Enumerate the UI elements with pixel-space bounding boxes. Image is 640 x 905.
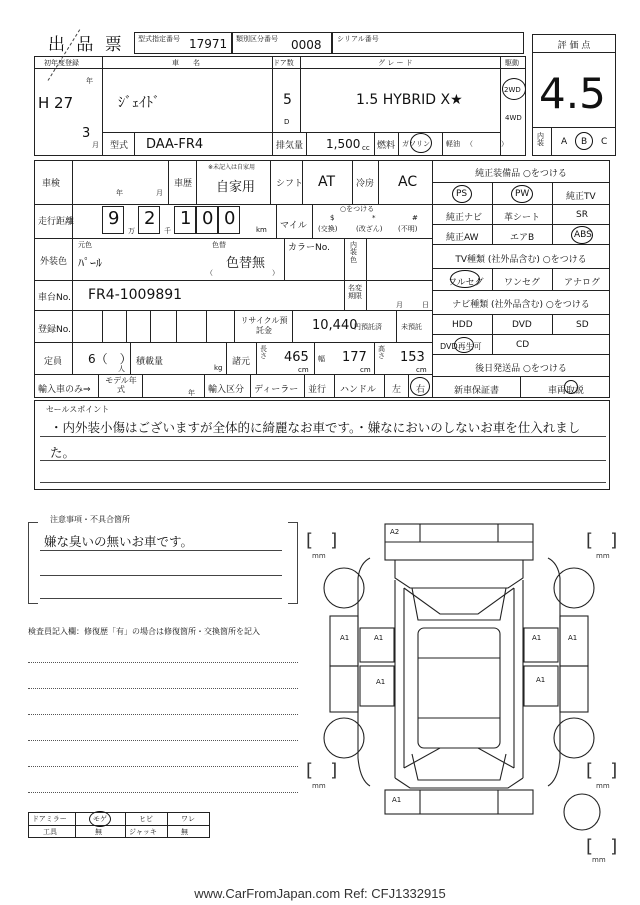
displacement-value: 1,500	[326, 137, 361, 151]
score-label: 評 価 点	[557, 41, 591, 51]
model-cert-box	[134, 32, 232, 54]
sheet-title: 出 品 票	[48, 35, 125, 55]
equip-abs: ABS	[574, 230, 592, 240]
mark-a2: A2	[390, 528, 400, 536]
month-unit: 月	[92, 141, 99, 149]
category-label: 類別区分番号	[236, 35, 278, 43]
drive-4wd: 4WD	[505, 114, 522, 122]
drive-2wd-circle	[502, 78, 526, 100]
recycle-unit: 円預託済	[354, 323, 382, 331]
car-name: ｼﾞｪｲﾄﾞ	[118, 95, 160, 111]
acc-jack-val: 無	[181, 828, 188, 836]
tv-analog: アナログ	[564, 278, 601, 288]
equip-ps-circle	[452, 185, 472, 203]
reg-month: 3	[82, 126, 91, 141]
mark-a1-right-rear: A1	[536, 676, 546, 684]
load-label: 積載量	[136, 357, 164, 367]
handle-right-circle	[410, 377, 430, 396]
import-label: 輸入車のみ⇒	[38, 385, 91, 395]
model-cert-value: 17971	[189, 37, 228, 51]
acc-crack: ヒビ	[139, 815, 153, 823]
door-suffix: D	[284, 118, 290, 126]
acc-door-mirror-val: モゲ	[93, 815, 107, 823]
equip-pw: PW	[515, 189, 530, 199]
tv-fullseg-circle	[450, 270, 480, 288]
color-no-label: カラーNo.	[288, 243, 330, 253]
interior-b-circle	[575, 132, 593, 150]
std-equip-title: 純正装備品 ○をつける	[475, 169, 567, 179]
first-reg-label: 初年度登録	[44, 59, 79, 67]
import-type-label: 輸入区分	[208, 385, 245, 395]
drive-label: 駆動	[505, 59, 519, 67]
orig-color-value: ﾊﾟｰﾙ	[78, 256, 103, 270]
mileage-digit-3-value: 0	[202, 208, 214, 229]
navi-cd: CD	[516, 340, 530, 350]
height-label: 高さ	[378, 345, 385, 361]
km-unit: km	[256, 226, 267, 234]
interior-color-label: 内装色	[350, 241, 357, 264]
interior-a: A	[561, 137, 568, 147]
mm-rear-left: mm	[312, 782, 326, 790]
equip-std-tv: 純正TV	[566, 192, 596, 202]
doors-value: 5	[283, 92, 292, 108]
dims-label: 諸元	[232, 357, 251, 367]
recycle-value: 10,440	[312, 318, 358, 333]
equip-std-aw: 純正AW	[446, 233, 479, 243]
bracket-spare: [ ]	[586, 836, 618, 857]
exterior-label: 外装色	[40, 257, 68, 267]
model-year-label: モデル年式	[105, 376, 137, 394]
sales-line-2: た。	[50, 445, 76, 460]
equip-airbag: エアB	[510, 233, 535, 243]
tv-title: TV種類 (社外品含む) ○をつける	[455, 255, 587, 265]
import-parallel: 並行	[308, 385, 327, 395]
after-manual: 車両取説	[548, 386, 585, 396]
bracket-front-left: [ ]	[306, 530, 338, 551]
width-value: 177	[342, 350, 367, 365]
interior-label: 内装	[537, 132, 544, 147]
serial-label: シリアル番号	[337, 35, 379, 43]
hash-mark: #	[412, 214, 418, 222]
tv-oneseg: ワンセグ	[504, 278, 541, 288]
ac-value: AC	[398, 174, 418, 190]
ins-month-unit: 月	[396, 301, 403, 309]
acc-tools-val: 無	[95, 828, 102, 836]
interior-c: C	[601, 137, 608, 147]
equip-abs-circle	[571, 226, 593, 244]
mm-front-left: mm	[312, 552, 326, 560]
handle-left: 左	[392, 385, 402, 395]
mark-a1-right-front: A1	[568, 634, 578, 642]
bracket-front-right: [ ]	[586, 530, 618, 551]
ins-period-label: 名変期限	[348, 284, 362, 301]
import-dealer: ディーラー	[254, 385, 299, 395]
acc-chip: ワレ	[181, 815, 195, 823]
usage-note: ※未記入は自家用	[208, 164, 256, 171]
navi-dvd-play-circle	[454, 337, 474, 353]
inspector-label: 検査員記入欄：修復歴「有」の場合は修復箇所・交換箇所を記入	[28, 627, 260, 636]
navi-sd: SD	[576, 320, 589, 330]
chassis-value: FR4-1009891	[88, 287, 183, 303]
mileage-digit-0-value: 9	[108, 208, 120, 229]
cc-unit: cc	[362, 144, 370, 152]
mile-label: マイル	[280, 221, 307, 231]
reg-no-label: 登録No.	[38, 325, 71, 335]
usage-label: 車歴	[174, 179, 193, 189]
equip-pw-circle	[511, 185, 533, 203]
recycle-label: リサイクル預託金	[240, 316, 288, 335]
repaint-paren-l: （	[206, 269, 213, 277]
doors-label: ドア数	[273, 59, 294, 67]
star-sub: (改ざん)	[356, 225, 383, 233]
mark-a1-left-front-inner: A1	[374, 634, 384, 642]
width-label: 幅	[318, 355, 325, 363]
kg-unit: kg	[214, 364, 223, 372]
capacity-label: 定員	[44, 357, 63, 367]
fuel-paren: （ ）	[466, 140, 508, 148]
fuel-gas-circle	[410, 133, 432, 153]
mark-a1-left-rear: A1	[376, 678, 386, 686]
repaint-label: 色替	[212, 241, 226, 249]
footer-watermark: www.CarFromJapan.com Ref: CFJ1332915	[194, 886, 446, 901]
length-cm: cm	[298, 366, 309, 374]
recycle-pending: 未預託	[401, 323, 422, 331]
equip-sr: SR	[576, 210, 588, 220]
sales-label: セールスポイント	[46, 405, 110, 414]
bracket-rear-right: [ ]	[586, 760, 618, 781]
man-unit: 万	[128, 227, 135, 235]
length-label: 長さ	[260, 345, 267, 361]
accessories-table	[28, 812, 210, 838]
chassis-label: 車台No.	[38, 293, 71, 303]
height-value: 153	[400, 350, 425, 365]
mark-a1-right-front-inner: A1	[532, 634, 542, 642]
usage-value: 自家用	[216, 180, 256, 195]
year-unit: 年	[86, 77, 93, 85]
navi-dvd-play: DVD再生可	[440, 342, 482, 351]
handle-label: ハンドル	[340, 385, 377, 395]
car-name-label: 車 名	[172, 59, 200, 67]
person-unit: 人	[118, 365, 125, 373]
mm-front-right: mm	[596, 552, 610, 560]
ins-day-unit: 日	[422, 301, 429, 309]
model-cert-label: 型式指定番号	[138, 35, 180, 43]
acc-tools: 工具	[43, 828, 57, 836]
acc-mirror-circle	[89, 811, 111, 827]
navi-dvd: DVD	[512, 320, 532, 330]
mileage-digit-2-value: 1	[180, 208, 192, 229]
sales-line-1: ・内外装小傷はございますが全体的に綺麗なお車です。・嫌なにおいのしないお車を仕入れまし	[50, 420, 581, 435]
ac-label: 冷房	[356, 179, 375, 189]
capacity-value: 6（ ）	[88, 352, 132, 366]
model-label: 型式	[110, 141, 129, 151]
mm-spare: mm	[592, 856, 606, 864]
car-diagram	[300, 518, 630, 868]
dollar-sub: (交換)	[318, 225, 338, 233]
width-cm: cm	[360, 366, 371, 374]
length-value: 465	[284, 350, 309, 365]
after-warranty: 新車保証書	[454, 386, 500, 396]
drive-2wd: 2WD	[504, 86, 521, 94]
mark-a1-left-front: A1	[340, 634, 350, 642]
fuel-diesel: 軽油	[446, 140, 460, 148]
category-value: 0008	[291, 38, 322, 52]
category-box	[232, 32, 332, 54]
repaint-paren-r: ）	[272, 269, 279, 277]
after-manual-circle	[564, 380, 578, 394]
model-year-unit: 年	[188, 389, 195, 397]
sales-frame	[34, 400, 610, 490]
inspection-label: 車検	[42, 179, 61, 189]
star-mark: *	[372, 214, 376, 222]
mileage-digit-4-value: 0	[224, 208, 236, 229]
mm-rear-right: mm	[596, 782, 610, 790]
bracket-rear-left: [ ]	[306, 760, 338, 781]
equip-ps: PS	[456, 189, 468, 199]
notes-label: 注意事項・不具合箇所	[50, 515, 130, 524]
inspection-year-unit: 年	[116, 189, 123, 197]
equip-std-navi: 純正ナビ	[446, 213, 483, 223]
acc-door-mirror: ドアミラー	[32, 815, 67, 823]
notes-line-1: 嫌な臭いの無いお車です。	[44, 534, 194, 549]
fuel-gas: ガソリン	[402, 140, 430, 148]
tv-fullseg: フルセグ	[448, 278, 484, 288]
navi-title: ナビ種類 (社外品含む) ○をつける	[452, 300, 590, 310]
shift-value: AT	[318, 174, 336, 190]
hash-sub: (不明)	[398, 225, 418, 233]
serial-box	[332, 32, 524, 54]
score-value: 4.5	[539, 69, 606, 118]
inspection-month-unit: 月	[156, 189, 163, 197]
equip-leather: 革シート	[504, 213, 541, 223]
repaint-value: 色替無	[226, 256, 266, 271]
shift-label: シフト	[276, 179, 304, 189]
height-cm: cm	[416, 366, 427, 374]
sen-unit: 千	[164, 227, 171, 235]
navi-hdd: HDD	[452, 320, 473, 330]
dollar-mark: $	[330, 214, 335, 222]
model-value: DAA-FR4	[146, 137, 204, 152]
mark-a1-rear: A1	[392, 796, 402, 804]
handle-right: 右	[416, 385, 426, 395]
fuel-label: 燃料	[377, 141, 396, 151]
after-title: 後日発送品 ○をつける	[475, 364, 567, 374]
mark-note: ○をつける	[340, 205, 375, 213]
interior-b: B	[581, 137, 588, 147]
mileage-label: 走行距離	[38, 217, 75, 227]
score-box	[532, 34, 616, 156]
grade-value: 1.5 HYBRID X★	[356, 92, 463, 108]
displacement-label: 排気量	[276, 141, 304, 151]
acc-jack: ジャッキ	[129, 828, 157, 836]
mileage-digit-1-value: 2	[144, 208, 156, 229]
grade-label: グ レ ー ド	[378, 59, 413, 67]
orig-color-label: 元色	[78, 241, 92, 249]
reg-era: H 27	[38, 94, 74, 112]
